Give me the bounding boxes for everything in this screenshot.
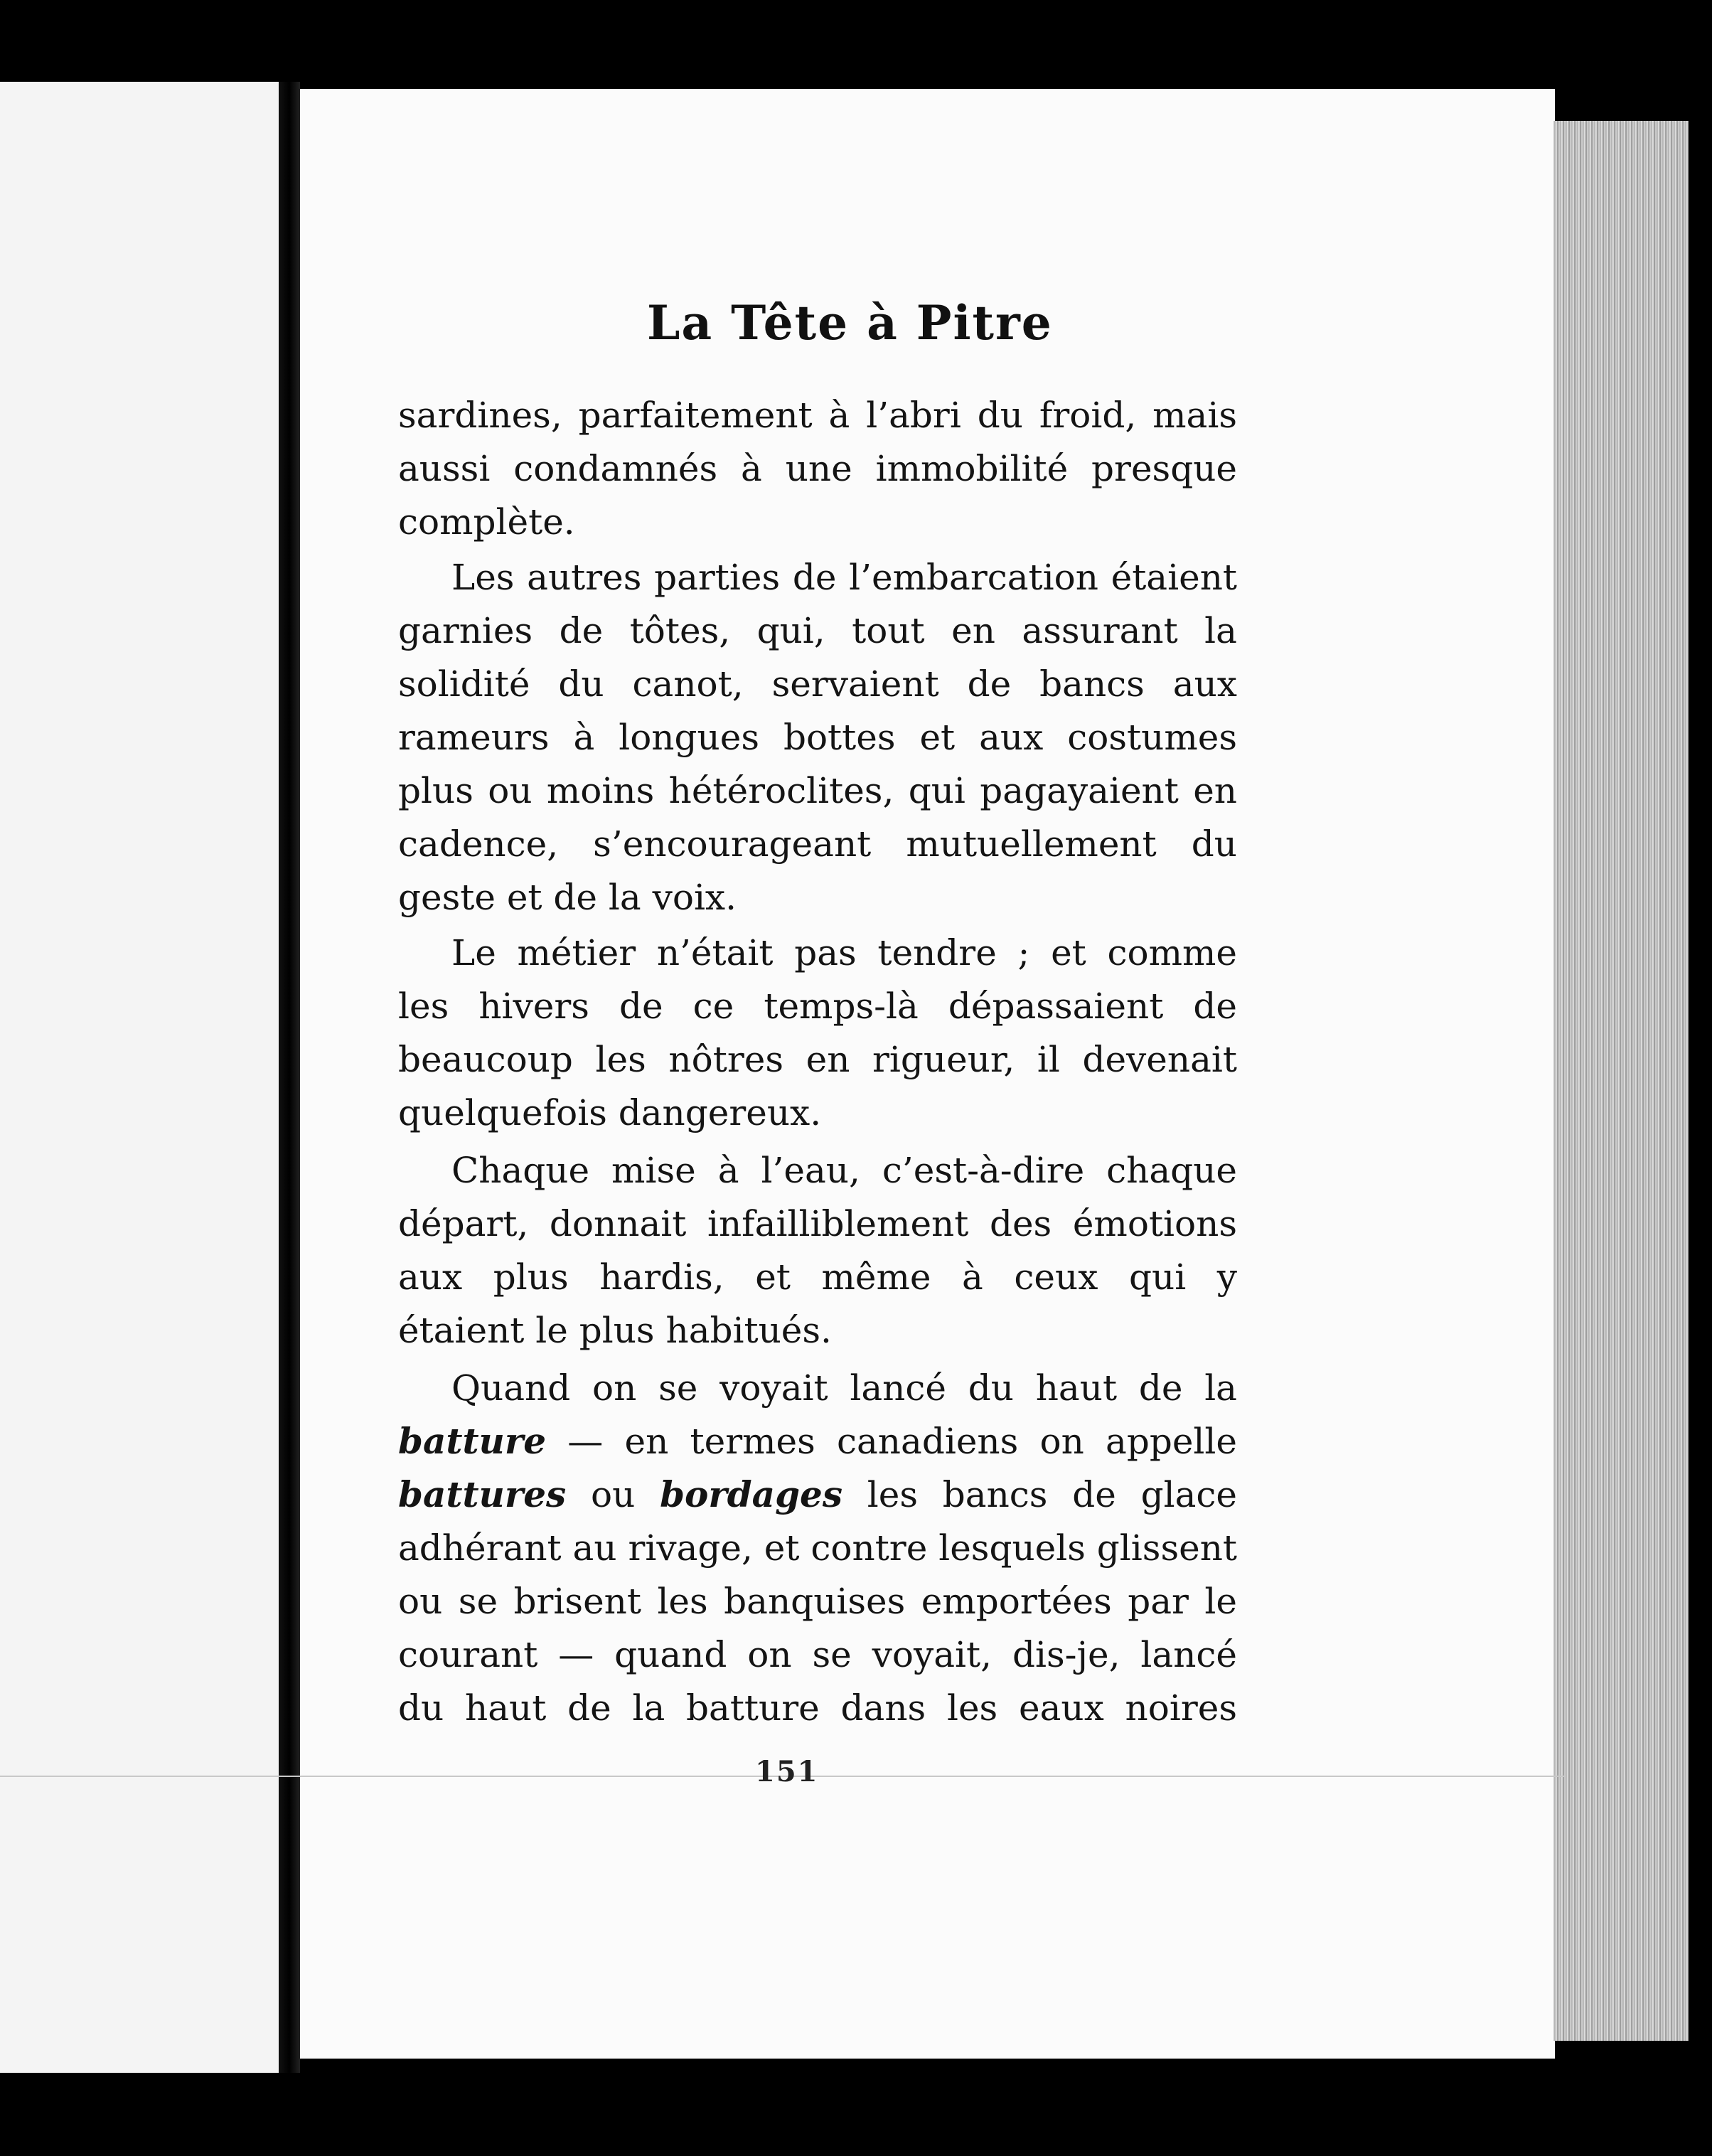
running-head: La Tête à Pitre (647, 295, 1053, 351)
text-line: rameurs à longues bottes et aux costumes (398, 717, 1237, 758)
text-line: cadence, s’encourageant mutuellement du (398, 823, 1237, 865)
scan-top-border (0, 0, 1712, 82)
text-run: ou (590, 1474, 636, 1515)
text-line: solidité du canot, servaient de bancs aux (398, 663, 1237, 705)
text-line: beaucoup les nôtres en rigueur, il devenait (398, 1039, 1237, 1080)
text-line: Le métier n’était pas tendre ; et comme (451, 932, 1237, 973)
text-line (398, 1469, 1237, 1520)
text-run: les bancs de glace (867, 1474, 1237, 1515)
text-line: sardines, parfaitement à l’abri du froid, mais (398, 395, 1237, 436)
text-line: du haut de la batture dans les eaux noires (398, 1687, 1237, 1729)
text-line: Chaque mise à l’eau, c’est-à-dire chaque (451, 1150, 1237, 1191)
book-gutter (279, 82, 300, 2073)
text-line: adhérant au rivage, et contre lesquels glissent (398, 1527, 1237, 1569)
italic-term: battures (398, 1473, 567, 1515)
italic-term: bordages (660, 1473, 842, 1515)
text-line: départ, donnait infailliblement des émotions (398, 1203, 1237, 1244)
facing-page-edge (0, 82, 279, 2073)
text-run: — en termes canadiens on appelle (567, 1421, 1237, 1462)
text-line: garnies de tôtes, qui, tout en assurant la (398, 610, 1237, 651)
italic-term: batture (398, 1420, 547, 1462)
text-line: quelquefois dangereux. (398, 1092, 822, 1133)
text-line: plus ou moins hétéroclites, qui pagayaient en (398, 770, 1237, 811)
text-line: complète. (398, 501, 575, 543)
page-edges (1553, 121, 1689, 2041)
text-line: les hivers de ce temps-là dépassaient de (398, 986, 1237, 1027)
text-line: Quand on se voyait lancé du haut de la (451, 1367, 1237, 1409)
text-line: geste et de la voix. (398, 877, 737, 918)
body-text (398, 390, 1237, 1755)
scan-bottom-border (0, 2073, 1712, 2156)
text-line: aussi condamnés à une immobilité presque (398, 448, 1237, 489)
text-line (398, 1416, 1237, 1467)
text-line: courant — quand on se voyait, dis-je, lancé (398, 1634, 1237, 1675)
text-line: étaient le plus habitués. (398, 1310, 832, 1351)
text-line: Les autres parties de l’embarcation étaient (451, 557, 1237, 598)
text-line: aux plus hardis, et même à ceux qui y (398, 1256, 1237, 1298)
scan-right-border (1689, 0, 1712, 2156)
text-line: ou se brisent les banquises emportées par le (398, 1581, 1237, 1622)
page-number: 151 (755, 1755, 819, 1788)
